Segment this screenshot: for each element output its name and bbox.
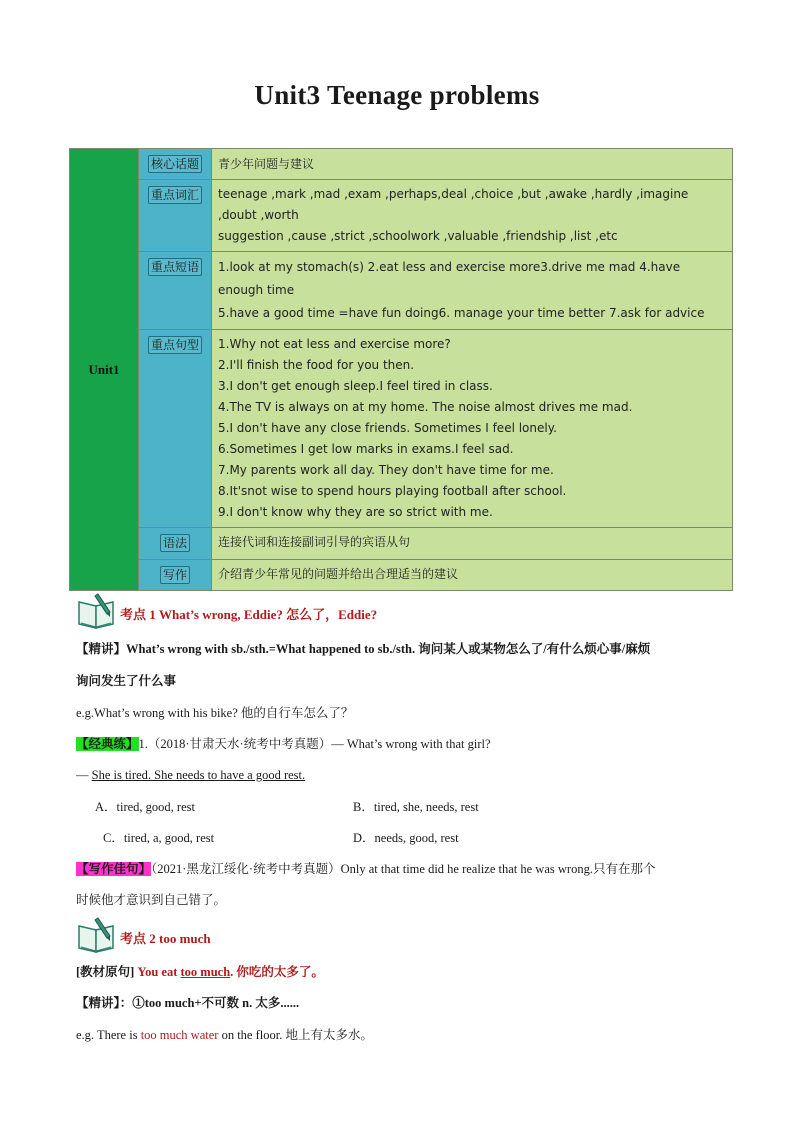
option-b: B．tired, she, needs, rest [353, 800, 479, 814]
kd1-practice [76, 734, 491, 754]
practice-question: 1.（2018·甘肃天水·统考中考真题）— What’s wrong with that girl? [138, 737, 491, 751]
row-content-phrases: 1.look at my stomach(s) 2.eat less and exercise more3.drive me mad 4.have enough time 5.have a good time =have fun doing6. manage your time better 7.ask for advice [212, 252, 733, 330]
row-label-grammar: 语法 [139, 528, 212, 560]
row-content-vocab: teenage ,mark ,mad ,exam ,perhaps,deal ,choice ,but ,awake ,hardly ,imagine ,doubt ,worth suggestion ,cause ,strict ,schoolwork ,valuable ,friendship ,list ,etc [212, 180, 733, 252]
kd2-example: e.g. There is too much water on the floor. 地上有太多水。 [76, 1028, 373, 1042]
row-label-sentences: 重点句型 [139, 330, 212, 528]
kd1-explain-line2: 询问发生了什么事 [76, 674, 177, 688]
row-content-topic: 青少年问题与建议 [212, 149, 733, 180]
book-pencil-icon [76, 916, 118, 954]
writing-tag: 【写作佳句】 [76, 862, 152, 876]
row-label-vocab: 重点词汇 [139, 180, 212, 252]
kd1-answer: — She is tired. She needs to have a good rest. [76, 768, 306, 782]
kd2-title: 考点 2 too much [120, 930, 211, 946]
kd1-heading [76, 592, 736, 630]
row-label-writing: 写作 [139, 560, 212, 591]
row-label-phrases: 重点短语 [139, 252, 212, 330]
option-c: C．tired, a, good, rest [103, 831, 215, 845]
kd2-source-sentence: [教材原句] You eat too much. 你吃的太多了。 [76, 965, 324, 979]
unit-summary-table [69, 148, 733, 591]
unit-label: Unit1 [88, 361, 120, 377]
kd1-explain-line1: 【精讲】What’s wrong with sb./sth.=What happened to sb./sth. 询问某人或某物怎么了/有什么烦心事/麻烦 [76, 642, 651, 656]
kd2-heading [76, 916, 736, 954]
book-pencil-icon [76, 592, 118, 630]
answer-text: She is tired. She needs to have a good rest. [91, 768, 306, 782]
kd1-title: 考点 1 What’s wrong, Eddie? 怎么了，Eddie? [120, 606, 378, 622]
unit-cell [70, 149, 139, 591]
row-content-writing: 介绍青少年常见的问题并给出合理适当的建议 [212, 560, 733, 591]
kd2-explain: 【精讲】：①too much+不可数 n. 太多...... [76, 996, 300, 1010]
kd1-example: e.g.What’s wrong with his bike? 他的自行车怎么了？ [76, 706, 354, 720]
practice-tag: 【经典练】 [76, 737, 139, 751]
kd1-writing-line2: 时候他才意识到自己错了。 [76, 893, 227, 907]
kd1-writing-sentence: 【写作佳句】（2021·黑龙江绥化·统考中考真题）Only at that time did he realize that he was wrong.只有在那个 [76, 862, 656, 876]
page-title: Unit3 Teenage problems [254, 80, 540, 110]
row-content-grammar: 连接代词和连接副词引导的宾语从句 [212, 528, 733, 560]
option-a: A．tired, good, rest [95, 800, 195, 814]
row-content-sentences: 1.Why not eat less and exercise more? 2.I'll finish the food for you then. 3.I don't get enough sleep.I feel tired in class. 4.The TV is always on at my home. The noise almost drives me mad. 5.I don't have any close friends. Sometimes I feel lonely. 6.Sometimes I get low marks in exams.I feel sad. 7.My parents work all day. They don't have time for me. 8.It'snot wise to spend hours playing football after school. 9.I don't know why they are so strict with me. [212, 330, 733, 528]
row-label-topic: 核心话题 [139, 149, 212, 180]
option-d: D．needs, good, rest [353, 831, 459, 845]
